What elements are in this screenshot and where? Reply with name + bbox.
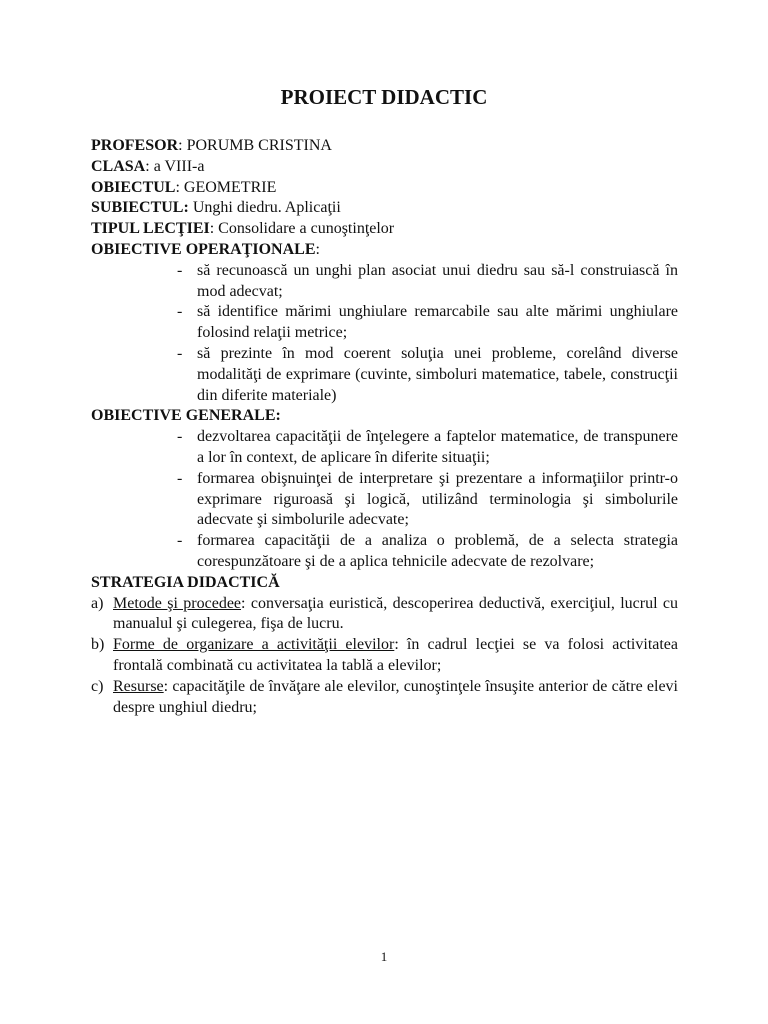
- list-marker: a): [91, 594, 104, 612]
- section-heading-strategia-didactica: STRATEGIA DIDACTICĂ: [91, 573, 280, 591]
- section-heading-obiective-generale: OBIECTIVE GENERALE:: [91, 407, 281, 425]
- dash-marker: -: [177, 469, 183, 487]
- list-marker: b): [91, 636, 105, 654]
- section-heading-suffix: :: [315, 240, 320, 258]
- field-separator: :: [178, 137, 187, 154]
- strategia-list: [91, 594, 678, 719]
- dash-marker: -: [177, 428, 183, 446]
- field-subiectul: [91, 198, 678, 219]
- dash-marker: -: [177, 532, 183, 550]
- obiective-generale-list: [91, 427, 678, 573]
- obiective-operationale-list: [91, 261, 678, 407]
- field-tipul-lectiei: [91, 219, 678, 240]
- document-body: [91, 136, 678, 718]
- dash-marker: -: [177, 261, 183, 279]
- list-item-term: Forme de organizare a activităţii elevilor: [113, 636, 395, 654]
- list-item-text: : conversaţia euristică, descoperirea deductivă, exerciţiul, lucrul cu manualul şi culegerea, fişa de lucru.: [113, 594, 679, 633]
- field-value: GEOMETRIE: [183, 178, 277, 196]
- field-label: SUBIECTUL:: [91, 199, 189, 217]
- list-item-text: : capacităţile de învăţare ale elevilor, cunoştinţele însuşite anterior de către elevi despre unghiul diedru;: [113, 677, 678, 716]
- list-item-text: să identifice mărimi unghiulare remarcabile sau alte mărimi unghiulare folosind relaţii metrice;: [197, 303, 678, 342]
- field-label: PROFESOR: [91, 137, 179, 154]
- section-heading-text: OBIECTIVE OPERAŢIONALE: [91, 240, 316, 258]
- list-item: [177, 261, 678, 303]
- list-item: [177, 344, 678, 406]
- field-profesor: [91, 136, 678, 157]
- list-item-term: Resurse: [113, 677, 164, 695]
- list-item-text: să prezinte în mod coerent soluţia unei probleme, corelând diverse modalităţi de exprimare (cuvinte, simboluri matematice, tabele, construcţii din diferite materiale): [197, 344, 678, 404]
- dash-marker: -: [177, 303, 183, 321]
- list-item: [177, 531, 678, 573]
- list-item-text: dezvoltarea capacităţii de înţelegere a faptelor matematice, de transpunere a lor în context, de aplicare în diferite situaţii;: [197, 428, 678, 466]
- field-clasa: [91, 157, 678, 178]
- list-item-text: : în cadrul lecţiei se va folosi activitatea frontală combinată cu activitatea la tablă a elevilor;: [113, 636, 679, 674]
- list-item: [91, 635, 678, 677]
- dash-marker: -: [177, 344, 183, 362]
- list-item-text: să recunoască un unghi plan asociat unui diedru sau să-l construiască în mod adecvat;: [197, 261, 678, 300]
- field-value: Unghi diedru. Aplicaţii: [192, 199, 341, 217]
- list-marker: c): [91, 677, 104, 695]
- list-item: [177, 427, 678, 469]
- page-number: 1: [380, 949, 388, 964]
- field-obiectul: [91, 178, 678, 199]
- field-separator: :: [175, 178, 184, 196]
- field-value: a VIII-a: [153, 157, 205, 175]
- list-item-text: formarea capacităţii de a analiza o problemă, de a selecta strategia corespunzătoare şi de a aplica tehnicile adecvate de rezolvare;: [197, 532, 678, 570]
- field-separator: :: [209, 220, 219, 238]
- field-separator: :: [145, 157, 154, 175]
- field-label: CLASA: [91, 157, 146, 175]
- field-label: TIPUL LECŢIEI: [91, 220, 210, 238]
- list-item-term: Metode şi procedee: [113, 594, 242, 612]
- list-item: [91, 677, 678, 719]
- list-item: [177, 302, 678, 344]
- field-value: PORUMB CRISTINA: [186, 137, 332, 154]
- list-item: [177, 469, 678, 531]
- field-label: OBIECTUL: [91, 178, 176, 196]
- list-item: [91, 594, 678, 636]
- document-title: PROIECT DIDACTIC: [280, 85, 488, 109]
- list-item-text: formarea obişnuinţei de interpretare şi prezentare a informaţiilor printr-o exprimare riguroasă şi logică, utilizând terminologia şi simbolurile adecvate şi simbolurile adecvate;: [197, 469, 678, 529]
- section-heading-obiective-operationale: [91, 240, 678, 261]
- field-value: Consolidare a cunoştinţelor: [218, 220, 395, 238]
